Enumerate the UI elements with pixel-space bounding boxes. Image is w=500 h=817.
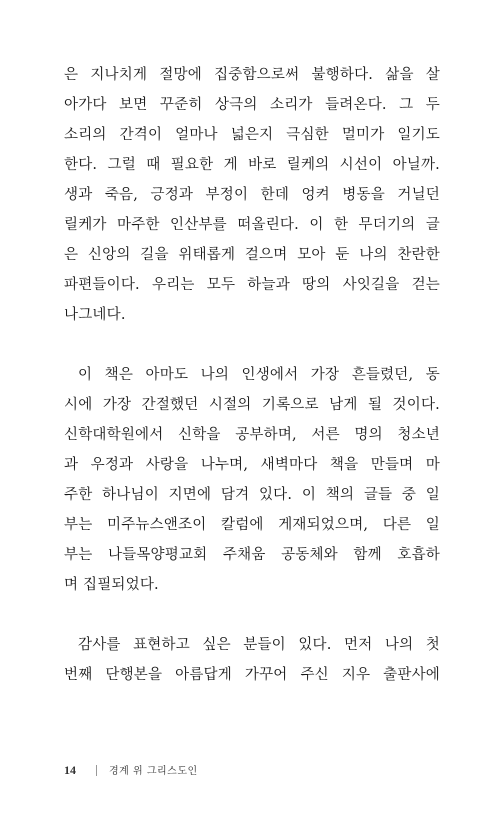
text-line: 소리의 간격이 얼마나 넓은지 극심한 멀미가 일기도 bbox=[64, 127, 440, 143]
text-line: 번째 단행본을 아름답게 가꾸어 주신 지우 출판사에 bbox=[64, 667, 440, 683]
text-line: 한다. 그럴 때 필요한 게 바로 릴케의 시선이 아닐까. bbox=[64, 157, 440, 173]
page-number: 14 bbox=[64, 763, 76, 777]
text-line: 나그네다. bbox=[64, 307, 126, 323]
text-line: 은 지나치게 절망에 집중함으로써 불행하다. 삶을 살 bbox=[64, 67, 440, 83]
text-line: 시에 가장 간절했던 시절의 기록으로 남게 될 것이다. bbox=[64, 397, 440, 413]
text-line: 과 우정과 사랑을 나누며, 새벽마다 책을 만들며 마 bbox=[64, 457, 440, 473]
body-text bbox=[64, 60, 440, 690]
text-line: 주한 하나님이 지면에 담겨 있다. 이 책의 글들 중 일 bbox=[64, 487, 440, 503]
text-line: 며 집필되었다. bbox=[64, 577, 159, 593]
running-title: 경계 위 그리스도인 bbox=[109, 766, 198, 777]
paragraph-gap bbox=[64, 600, 440, 630]
text-line: 부는 나들목양평교회 주채움 공동체와 함께 호흡하 bbox=[64, 547, 440, 563]
text-line: 이 책은 아마도 나의 인생에서 가장 흔들렸던, 동 bbox=[78, 367, 440, 383]
footer-divider bbox=[96, 765, 97, 776]
text-line: 생과 죽음, 긍정과 부정이 한데 엉켜 병동을 거닐던 bbox=[64, 187, 440, 203]
text-line: 부는 미주뉴스앤조이 칼럼에 게재되었으며, 다른 일 bbox=[64, 517, 440, 533]
text-line: 은 신앙의 길을 위태롭게 걸으며 모아 둔 나의 찬란한 bbox=[64, 247, 440, 263]
page-footer bbox=[64, 760, 198, 780]
paragraph-gap bbox=[64, 330, 440, 360]
text-line: 감사를 표현하고 싶은 분들이 있다. 먼저 나의 첫 bbox=[78, 637, 440, 653]
text-line: 릴케가 마주한 인산부를 떠올린다. 이 한 무더기의 글 bbox=[64, 217, 440, 233]
text-line: 아가다 보면 꾸준히 상극의 소리가 들려온다. 그 두 bbox=[64, 97, 440, 113]
text-line: 파편들이다. 우리는 모두 하늘과 땅의 사잇길을 걷는 bbox=[64, 277, 440, 293]
text-line: 신학대학원에서 신학을 공부하며, 서른 명의 청소년 bbox=[64, 427, 440, 443]
